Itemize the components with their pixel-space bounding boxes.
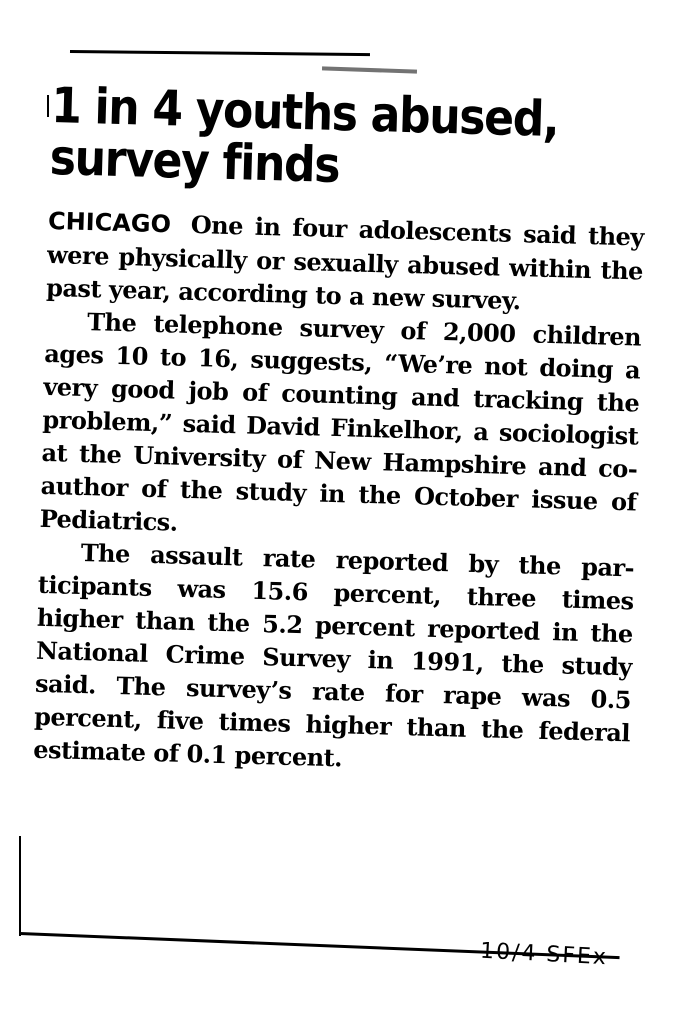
paragraph-1-text: One in four adolescents said they were physically or sexually abused within the past year, according to a new survey. bbox=[45, 209, 645, 316]
handwritten-source-note: 10/4 SFEx bbox=[479, 938, 609, 971]
paragraph-3: The assault rate reported by the participants was 15.6 percent, three times higher than the 5.2 percent reported in the National Crime Survey in 1991, the study said. The survey’s rate for rape was 0.5 percent, five times higher than the federal estimate of 0.1 percent. bbox=[32, 537, 636, 773]
dateline: CHICAGO bbox=[47, 206, 172, 239]
headline-line-1: 1 in 4 youths abused, bbox=[50, 77, 560, 149]
left-rule-top bbox=[47, 95, 49, 117]
headline bbox=[49, 77, 628, 200]
ink-smudge bbox=[322, 66, 417, 73]
paragraph-2: The telephone survey of 2,000 children ages 10 to 16, suggests, “We’re not doing a very good job of counting and tracking the problem,” said David Finkelhor, a sociologist at the University of New Hampshire and co-author of the study in the October issue of Pediatrics. bbox=[39, 307, 642, 537]
paragraph-1 bbox=[46, 204, 645, 321]
article bbox=[32, 77, 648, 782]
left-rule-bottom bbox=[19, 836, 21, 936]
top-rule bbox=[70, 50, 370, 56]
headline-line-2: survey finds bbox=[49, 128, 340, 195]
